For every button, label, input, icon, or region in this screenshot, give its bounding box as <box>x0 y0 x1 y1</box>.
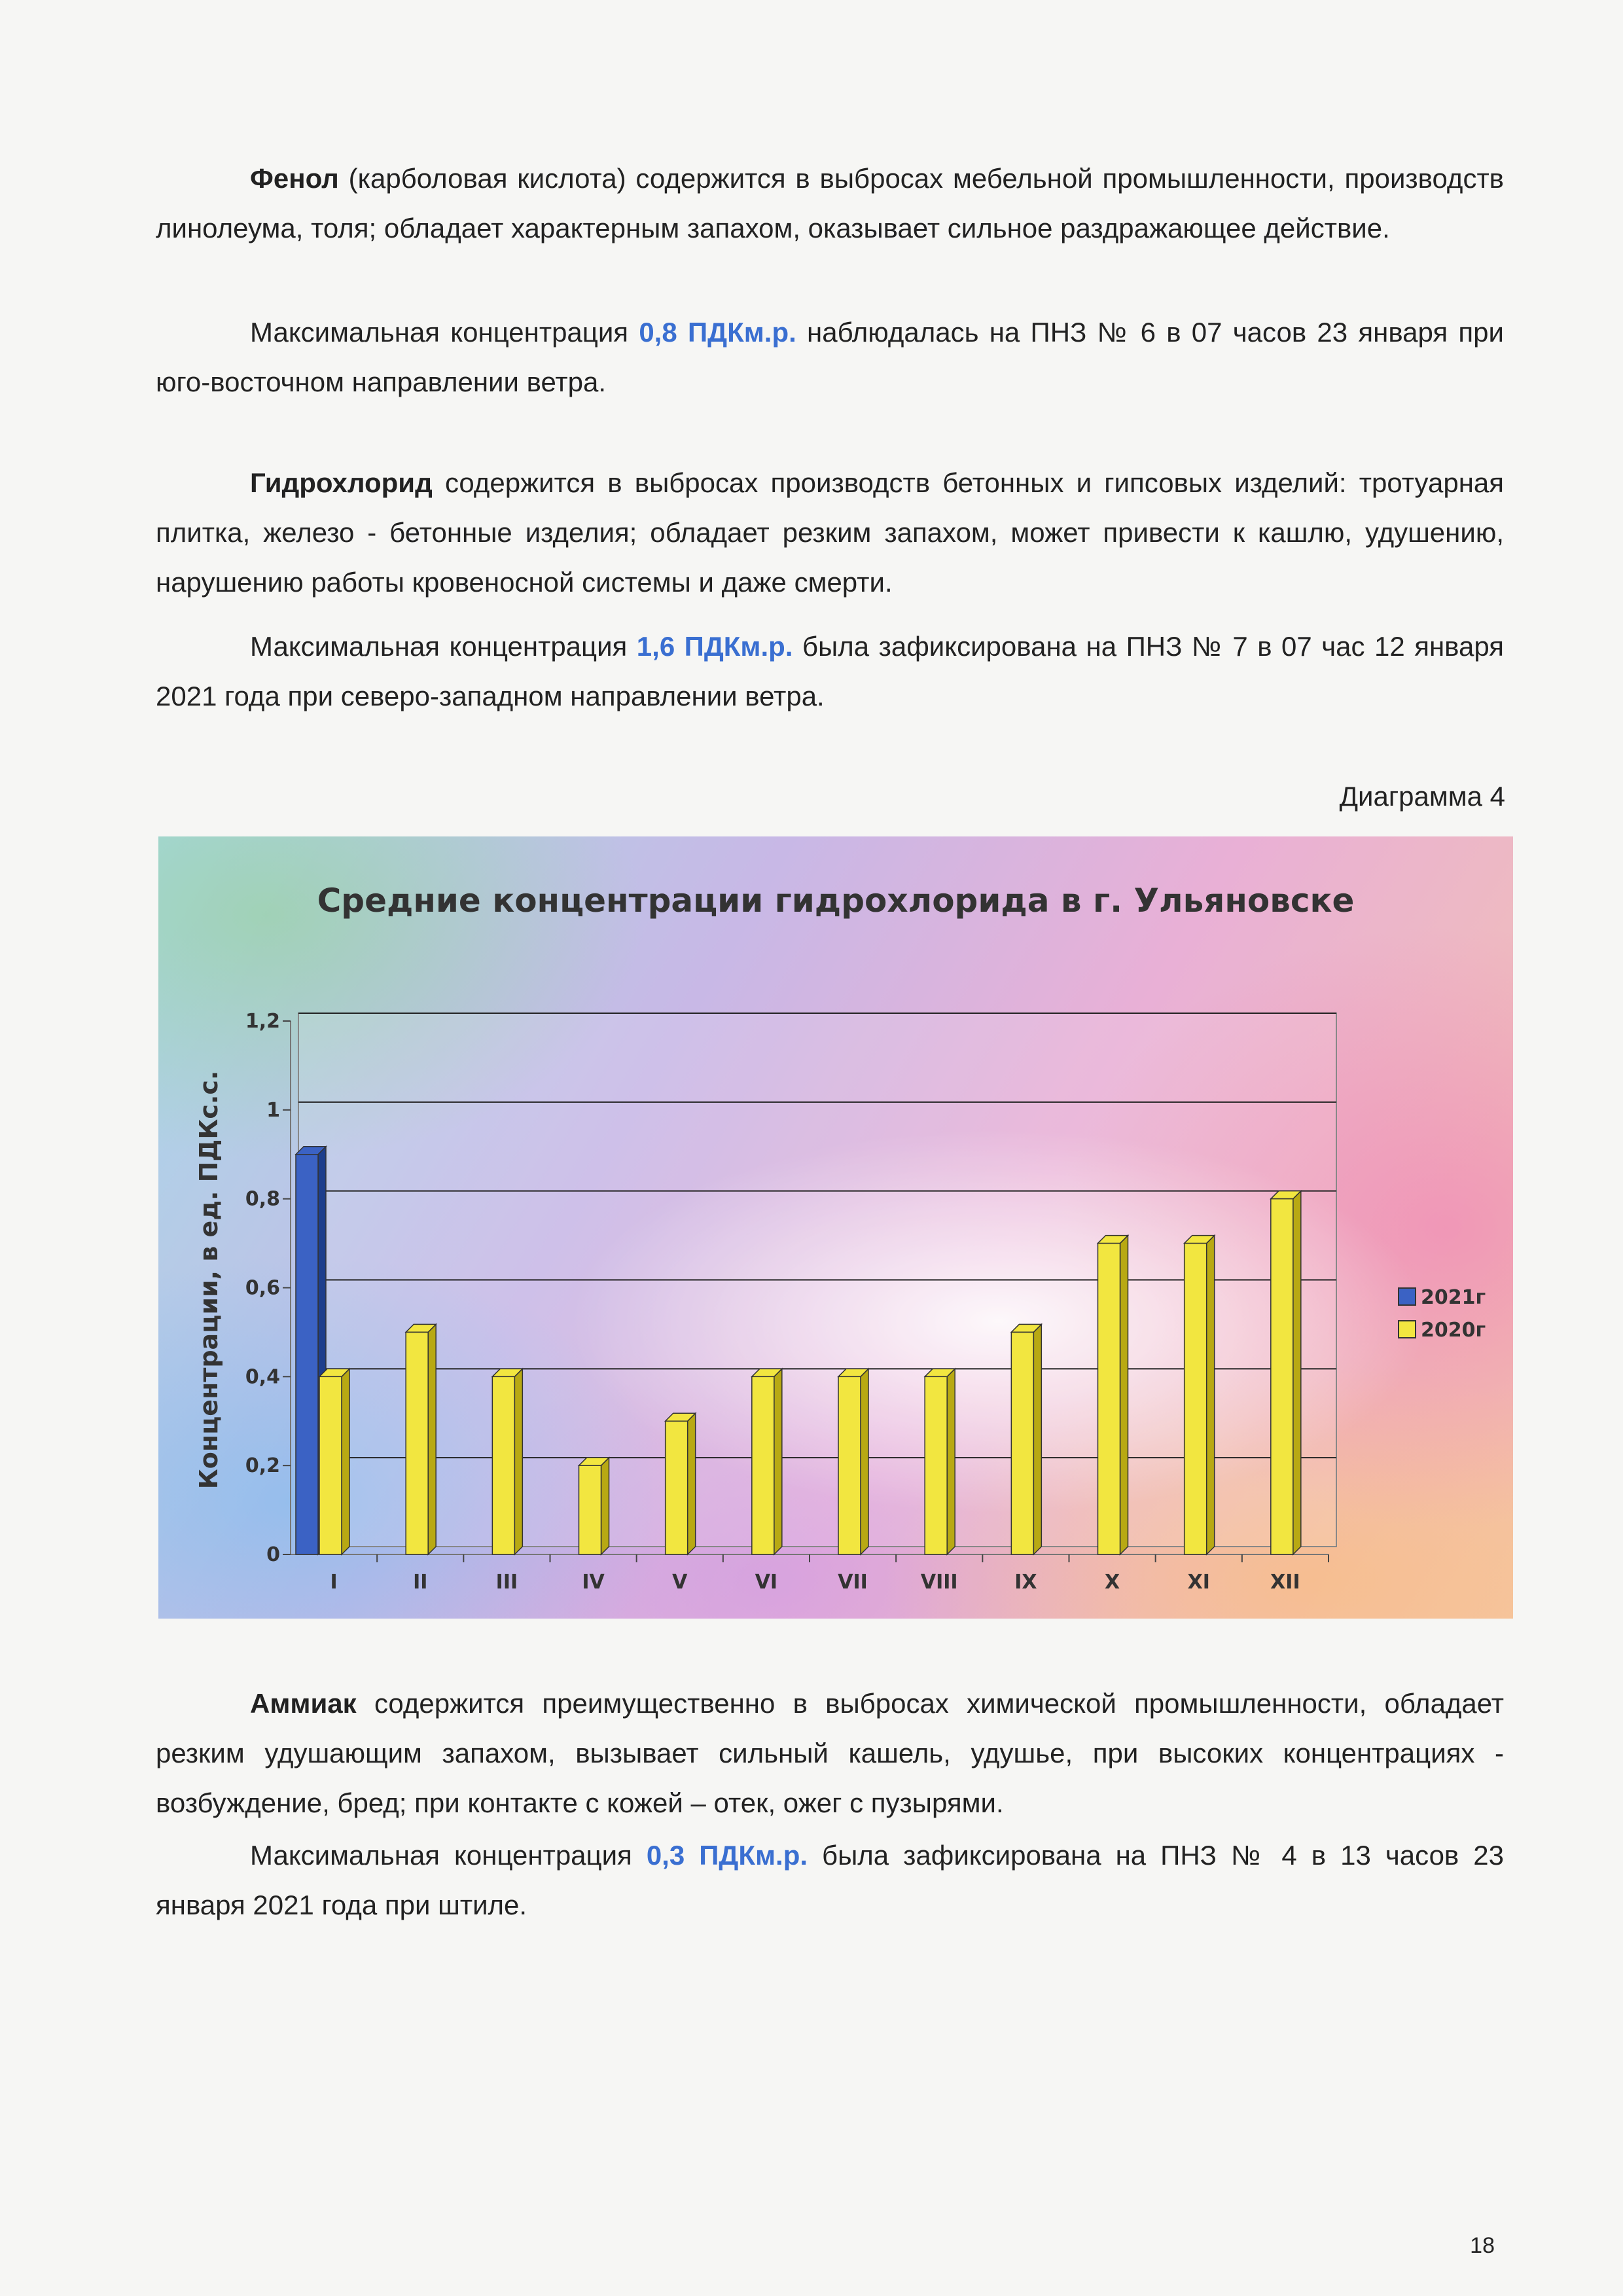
x-tick-label: II <box>413 1571 428 1594</box>
hcl-term: Гидрохлорид <box>250 467 433 498</box>
phenol-paragraph <box>156 154 1504 253</box>
ammonia-term: Аммиак <box>250 1688 357 1719</box>
chart-title: Средние концентрации гидрохлорида в г. Ульяновске <box>317 882 1355 920</box>
bar-2020-XI <box>1185 1244 1207 1554</box>
y-tick-label: 0,8 <box>245 1187 280 1211</box>
x-tick-label: VII <box>838 1571 868 1594</box>
x-tick-label: VIII <box>920 1571 958 1594</box>
ammonia-max-paragraph <box>156 1831 1504 1930</box>
y-tick-label: 1 <box>266 1098 280 1122</box>
legend-swatch-0 <box>1399 1288 1416 1305</box>
x-tick-label: V <box>672 1571 688 1594</box>
ammonia-max-value: 0,3 ПДКм.р. <box>646 1840 808 1871</box>
bar-2020-VII <box>838 1376 861 1554</box>
y-tick-label: 1,2 <box>245 1010 280 1033</box>
diagram-caption: Диаграмма 4 <box>1339 781 1505 812</box>
bar-side <box>1120 1236 1128 1554</box>
y-tick-label: 0 <box>266 1543 280 1566</box>
ammonia-max-pre: Максимальная концентрация <box>250 1840 647 1871</box>
bar-2020-VIII <box>925 1376 947 1554</box>
page-number: 18 <box>1470 2233 1495 2258</box>
y-tick-label: 0,4 <box>245 1365 280 1389</box>
x-tick-label: VI <box>755 1571 778 1594</box>
legend-label-0: 2021г <box>1421 1286 1486 1309</box>
bar-2020-VI <box>752 1376 774 1554</box>
bar-2020-X <box>1098 1244 1120 1554</box>
bar-2020-III <box>492 1376 514 1554</box>
bar-side <box>688 1413 696 1554</box>
phenol-text: (карболовая кислота) содержится в выбросах мебельной промышленности, производств линолеума, толя; обладает характерным запахом, оказывает сильное раздражающее действие. <box>156 163 1504 243</box>
ammonia-max-post: была зафиксирована на ПНЗ № 4 в 13 часов 23 января 2021 года при штиле. <box>156 1840 1504 1920</box>
ammonia-paragraph <box>156 1679 1504 1828</box>
bar-side <box>514 1369 522 1554</box>
hcl-max-paragraph <box>156 622 1504 721</box>
bar-side <box>947 1369 955 1554</box>
legend-label-1: 2020г <box>1421 1319 1486 1342</box>
x-tick-label: III <box>495 1571 518 1594</box>
x-tick-label: XI <box>1187 1571 1210 1594</box>
x-tick-label: XII <box>1270 1571 1300 1594</box>
bar-side <box>1033 1324 1041 1554</box>
bar-side <box>774 1369 782 1554</box>
bar-side <box>428 1324 436 1554</box>
bar-2020-V <box>666 1421 688 1554</box>
chart-container <box>158 836 1513 1619</box>
bar-side <box>1207 1236 1215 1554</box>
bar-2020-II <box>406 1332 428 1554</box>
x-tick-label: IX <box>1014 1571 1037 1594</box>
y-tick-label: 0,6 <box>245 1276 280 1300</box>
hcl-max-pre: Максимальная концентрация <box>250 631 637 662</box>
bar-2020-XII <box>1271 1199 1293 1554</box>
hcl-text: содержится в выбросах производств бетонных и гипсовых изделий: тротуарная плитка, железо - бетонные изделия; обладает резким запахом, может привести к кашлю, удушению, нарушению работы кровеносной системы и даже смерти. <box>156 467 1504 598</box>
x-tick-label: X <box>1105 1571 1120 1594</box>
bar-side <box>861 1369 868 1554</box>
x-tick-label: IV <box>582 1571 605 1594</box>
bar-chart <box>158 836 1513 1619</box>
bar-side <box>601 1458 609 1554</box>
phenol-max-post: наблюдалась на ПНЗ № 6 в 07 часов 23 января при юго-восточном направлении ветра. <box>156 317 1504 397</box>
bar-side <box>342 1369 349 1554</box>
bar-2021-I <box>296 1155 318 1554</box>
bar-2020-IX <box>1011 1332 1033 1554</box>
bar-2020-IV <box>579 1465 601 1554</box>
hcl-max-value: 1,6 ПДКм.р. <box>636 631 793 662</box>
ammonia-text: содержится преимущественно в выбросах химической промышленности, обладает резким удушающим запахом, вызывает сильный кашель, удушье, при высоких концентрациях - возбуждение, бред; при контакте с кожей – отек, ожег с пузырями. <box>156 1688 1504 1818</box>
phenol-max-paragraph <box>156 308 1504 407</box>
phenol-max-value: 0,8 ПДКм.р. <box>639 317 796 348</box>
phenol-max-pre: Максимальная концентрация <box>250 317 639 348</box>
y-axis-title: Концентрации, в ед. ПДКс.с. <box>194 1070 223 1490</box>
y-tick-label: 0,2 <box>245 1454 280 1478</box>
bar-2020-I <box>319 1376 342 1554</box>
hcl-max-post: была зафиксирована на ПНЗ № 7 в 07 час 12 января 2021 года при северо-западном направлении ветра. <box>156 631 1504 711</box>
phenol-term: Фенол <box>250 163 339 194</box>
hcl-paragraph <box>156 458 1504 607</box>
legend-swatch-1 <box>1399 1321 1416 1338</box>
x-tick-label: I <box>330 1571 338 1594</box>
bar-side <box>1293 1191 1301 1554</box>
